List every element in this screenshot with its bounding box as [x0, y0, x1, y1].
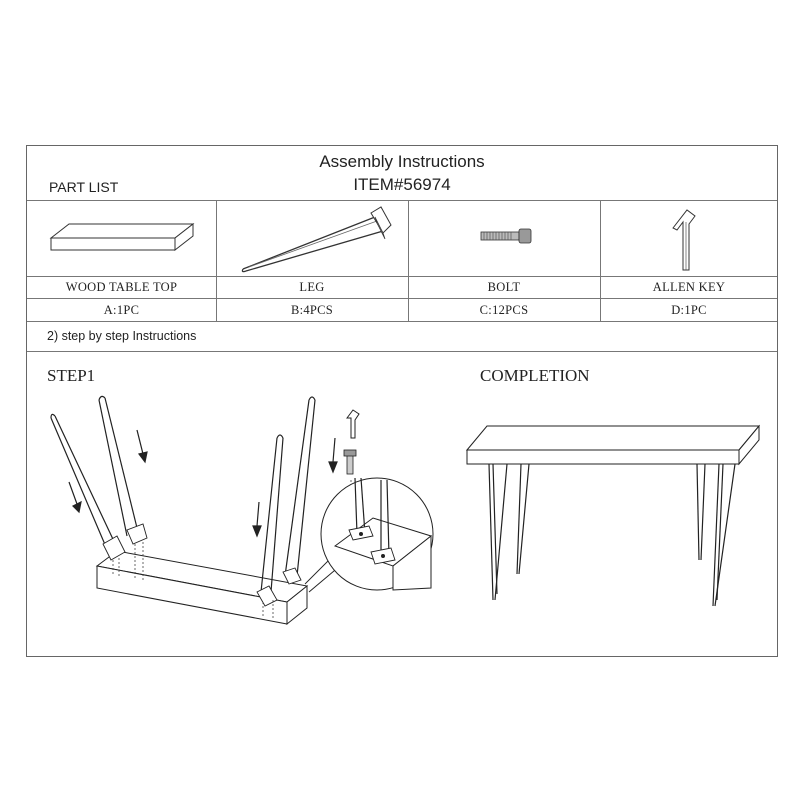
part-list-label: PART LIST [49, 179, 119, 195]
step-instructions-label: 2) step by step Instructions [47, 329, 197, 343]
bolt-icon [479, 228, 535, 244]
completion-heading: COMPLETION [480, 366, 590, 385]
part-name-table-top: WOOD TABLE TOP [65, 280, 178, 294]
item-number: ITEM#56974 [353, 175, 451, 194]
step1-right-legs [261, 397, 315, 592]
completion-illustration [467, 424, 767, 614]
step1-bolt [344, 450, 356, 474]
step1-illustration [47, 396, 467, 646]
table-name-row-rule [27, 298, 777, 299]
table-quantity-row-rule [27, 321, 777, 322]
step1-detail-callout [321, 478, 433, 590]
document-title: Assembly Instructions [319, 152, 485, 171]
part-qty-bolt: C:12PCS [479, 303, 529, 317]
step1-allen-key [347, 410, 359, 438]
table-top-rule [27, 200, 777, 201]
completed-legs [489, 464, 735, 606]
part-qty-table-top: A:1PC [103, 303, 140, 317]
part-qty-allen-key: D:1PC [671, 303, 707, 317]
part-name-allen-key: ALLEN KEY [652, 280, 726, 294]
part-name-leg: LEG [299, 280, 325, 294]
allen-key-icon [667, 206, 707, 274]
section-divider [27, 351, 777, 352]
table-top-icon [47, 222, 197, 256]
instruction-sheet [26, 145, 778, 657]
step1-left-legs [51, 396, 139, 554]
table-image-row-rule [27, 276, 777, 277]
part-name-bolt: BOLT [487, 280, 521, 294]
completed-table-top [467, 426, 759, 464]
part-qty-leg: B:4PCS [290, 303, 334, 317]
step1-heading: STEP1 [47, 366, 96, 385]
hairpin-leg-icon [237, 203, 397, 275]
step1-arrows [69, 430, 337, 536]
step1-tabletop [97, 551, 307, 624]
